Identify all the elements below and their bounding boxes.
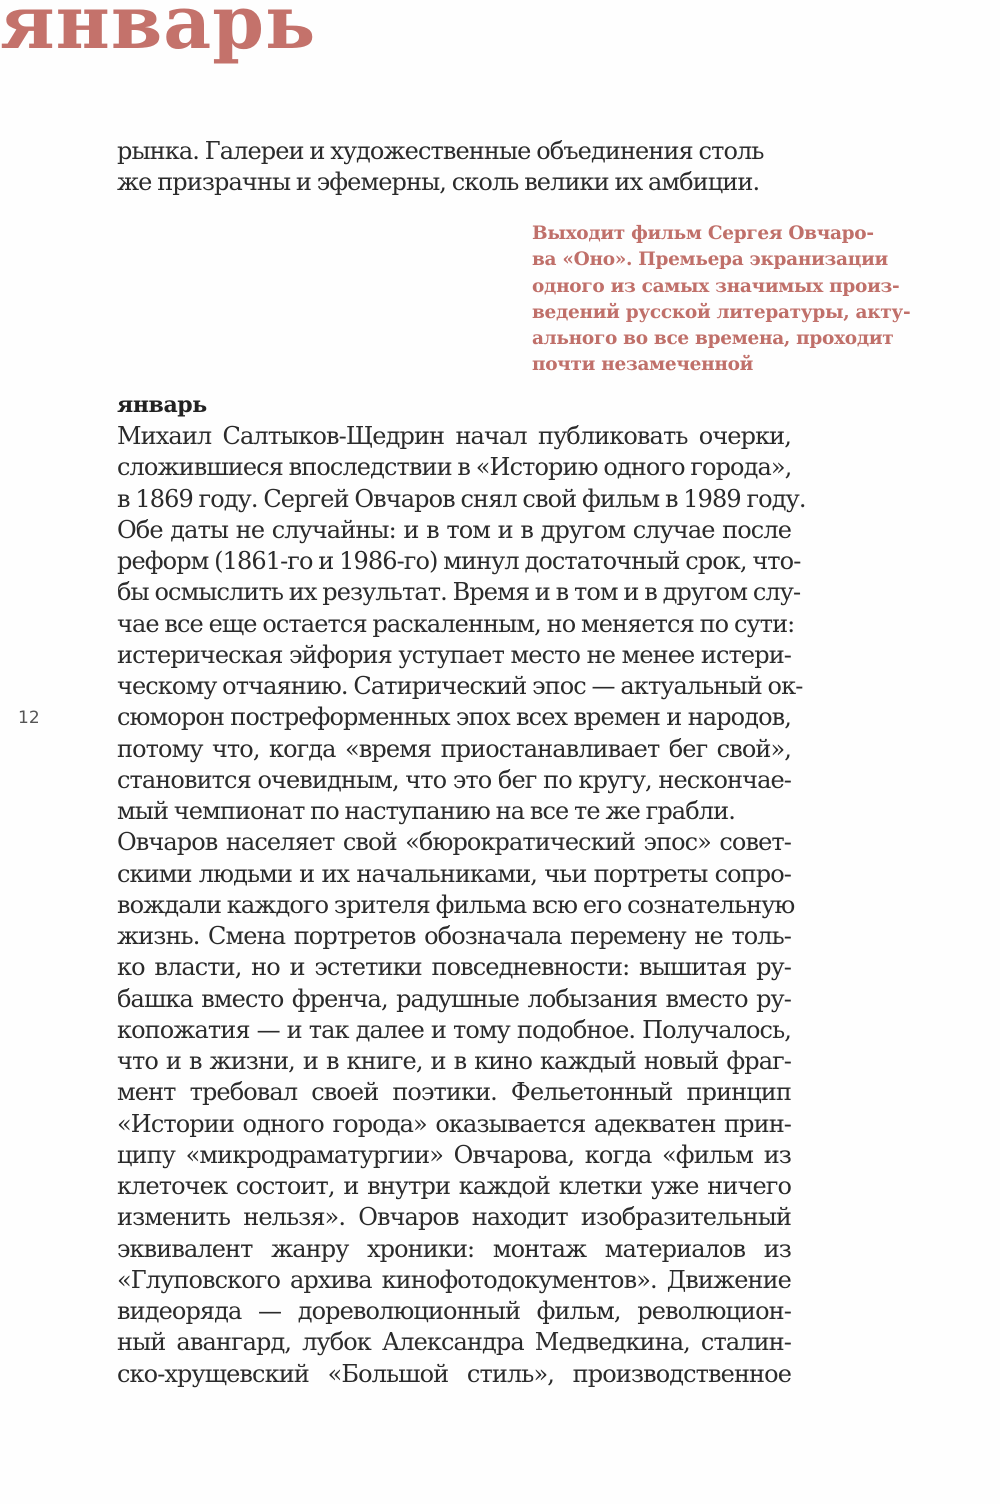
main-paragraph <box>117 421 806 1390</box>
text-line: реформ (1861-го и 1986-го) минул достаточный срок, что- <box>117 547 801 575</box>
text-line: ческому отчаянию. Сатирический эпос — актуальный ок- <box>117 672 803 700</box>
text-line: эквивалент жанру хроники: монтаж материалов из <box>117 1234 791 1263</box>
text-line: потому что, когда «время приостанавливает бег свой», <box>117 734 791 763</box>
text-line: в 1869 году. Сергей Овчаров снял свой фильм в 1989 году. <box>117 484 806 513</box>
sidenote-line: Выходит фильм Сергея Овчаро- <box>532 223 874 244</box>
sidenote-line: ального во все времена, проходит <box>532 328 894 350</box>
sidenote-line: ва «Оно». Премьера экранизации <box>532 249 888 271</box>
text-line: изменить нельзя». Овчаров находит изобразительный <box>117 1203 791 1232</box>
text-line: что и в жизни, и в книге, и в кино каждый новый фраг- <box>117 1047 791 1075</box>
sidenote-line: одного из самых значимых произ- <box>532 275 900 297</box>
sidenote-line: почти незамеченной <box>532 354 754 376</box>
text-line: копожатия — и так далее и тому подобное. Получалось, <box>117 1015 791 1044</box>
text-line: истерическая эйфория уступает место не менее истери- <box>117 640 791 669</box>
text-line: Овчаров населяет свой «бюрократический эпос» совет- <box>117 828 791 857</box>
sidenote <box>532 221 910 379</box>
text-line: жизнь. Смена портретов обозначала перемену не толь- <box>117 922 791 950</box>
text-line: Обе даты не случайны: и в том и в другом случае после <box>117 515 791 544</box>
text-line: рынка. Галереи и художественные объединения столь <box>117 137 764 165</box>
text-line: «Глуповского архива кинофотодокументов». Движение <box>117 1265 791 1294</box>
text-line: ско-хрущевский «Большой стиль», производственное <box>117 1359 791 1388</box>
text-line: Михаил Салтыков-Щедрин начал публиковать очерки, <box>117 422 791 450</box>
text-line: чае все еще остается раскаленным, но меняется по сути: <box>117 609 795 638</box>
text-line: сложившиеся впоследствии в «Историю одного города», <box>117 453 792 482</box>
intro-paragraph <box>117 136 764 199</box>
text-line: вождали каждого зрителя фильма всю его сознательную <box>117 890 795 919</box>
running-head: январь <box>0 0 317 66</box>
text-line: башка вместо френча, радушные лобызания вместо ру- <box>117 984 791 1013</box>
text-line: сюморон постреформенных эпох всех времен и народов, <box>117 703 791 732</box>
text-line: мент требовал своей поэтики. Фельетонный принцип <box>117 1078 791 1107</box>
text-line: становится очевидным, что это бег по кругу, нескончае- <box>117 765 791 794</box>
section-heading: январь <box>117 392 207 418</box>
sidenote-line: ведений русской литературы, акту- <box>532 301 911 323</box>
text-line: же призрачны и эфемерны, сколь велики их амбиции. <box>117 168 760 197</box>
text-line: бы осмыслить их результат. Время и в том и в другом слу- <box>117 578 801 607</box>
text-line: видеоряда — дореволюционный фильм, революцион- <box>117 1297 791 1325</box>
page-number: 12 <box>18 708 40 728</box>
text-line: клеточек состоит, и внутри каждой клетки уже ничего <box>117 1172 791 1200</box>
text-line: мый чемпионат по наступанию на все те же грабли. <box>117 797 735 825</box>
text-line: ко власти, но и эстетики повседневности: вышитая ру- <box>117 953 791 982</box>
text-line: ный авангард, лубок Александра Медведкина, сталин- <box>117 1328 791 1357</box>
text-line: скими людьми и их начальниками, чьи портреты сопро- <box>117 859 791 888</box>
text-line: ципу «микродраматургии» Овчарова, когда «фильм из <box>117 1140 791 1169</box>
text-line: «Истории одного города» оказывается адекватен прин- <box>117 1109 791 1138</box>
